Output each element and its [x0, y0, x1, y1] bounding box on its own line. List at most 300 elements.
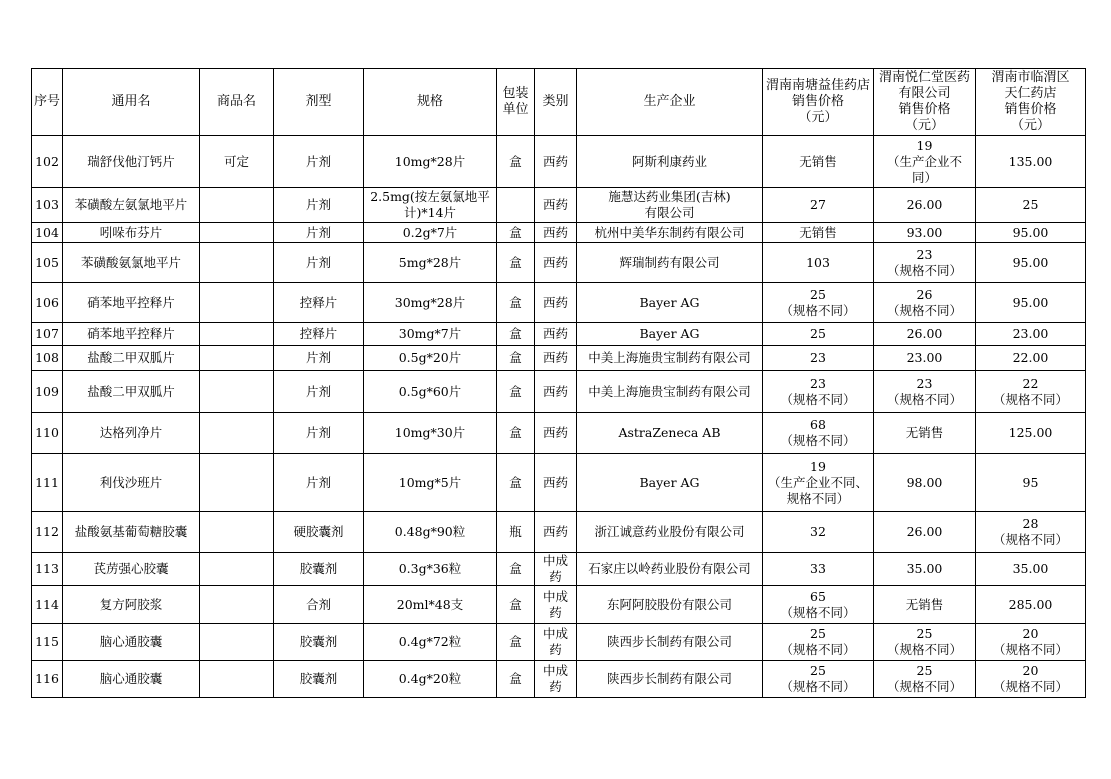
cell-text: 22.00: [1012, 350, 1049, 365]
table-row: [32, 323, 1086, 346]
cell-text: 0.5g*60片: [398, 383, 462, 399]
cell-dosage-form: [274, 512, 364, 553]
cell-text: 25: [810, 326, 826, 341]
cell-spec: [364, 553, 497, 586]
cell-text: 盒: [509, 671, 522, 686]
cell-text: 无销售: [799, 224, 837, 240]
cell-spec: [364, 283, 497, 323]
cell-text: 25: [1022, 197, 1039, 212]
cell-text: 25 （规格不同）: [780, 663, 856, 694]
header-price-store-2: 渭南悦仁堂医药 有限公司 销售价格 （元）: [874, 69, 976, 136]
table-row: [32, 512, 1086, 553]
cell-text: 33: [810, 561, 826, 576]
cell-spec: [364, 223, 497, 243]
cell-brand-name: [200, 553, 274, 586]
cell-dosage-form: [274, 223, 364, 243]
cell-package-unit: [497, 223, 535, 243]
cell-text: 95.00: [1012, 224, 1049, 240]
cell-manufacturer: [577, 512, 763, 553]
cell-category: [535, 243, 577, 283]
cell-text: 20ml*48支: [396, 596, 464, 612]
cell-seq: [32, 371, 63, 413]
cell-price-store-2: [874, 136, 976, 188]
table-row: [32, 346, 1086, 371]
cell-generic-name: [63, 586, 200, 624]
cell-manufacturer: [577, 553, 763, 586]
cell-text: 65 （规格不同）: [780, 588, 856, 620]
cell-text: 95: [1022, 474, 1039, 490]
cell-text: 片剂: [305, 350, 331, 365]
cell-text: 盒: [509, 350, 522, 365]
cell-text: 胶囊剂: [299, 671, 338, 686]
table-row: [32, 371, 1086, 413]
cell-text: 无销售: [799, 153, 837, 169]
cell-price-store-3: [976, 553, 1086, 586]
cell-text: 陕西步长制药有限公司: [606, 671, 732, 686]
cell-text: 盐酸二甲双胍片: [87, 350, 175, 365]
table-row: [32, 223, 1086, 243]
cell-spec: [364, 188, 497, 223]
cell-dosage-form: [274, 413, 364, 454]
cell-text: 瓶: [509, 524, 522, 539]
cell-brand-name: [200, 661, 274, 698]
cell-text: 阿斯利康药业: [631, 153, 707, 169]
cell-seq: [32, 346, 63, 371]
cell-price-store-1: [763, 454, 874, 512]
cell-price-store-1: [763, 283, 874, 323]
cell-package-unit: [497, 323, 535, 346]
cell-text: 西药: [542, 474, 568, 490]
cell-category: [535, 223, 577, 243]
cell-text: 片剂: [305, 197, 331, 212]
cell-text: 26.00: [906, 197, 943, 212]
cell-spec: [364, 323, 497, 346]
header-seq: 序号: [32, 69, 63, 136]
cell-package-unit: [497, 243, 535, 283]
cell-generic-name: [63, 413, 200, 454]
cell-text: 西药: [542, 383, 568, 399]
cell-seq: [32, 243, 63, 283]
cell-dosage-form: [274, 586, 364, 624]
cell-manufacturer: [577, 346, 763, 371]
cell-price-store-1: [763, 323, 874, 346]
cell-seq: [32, 624, 63, 661]
cell-brand-name: [200, 371, 274, 413]
cell-package-unit: [497, 661, 535, 698]
cell-dosage-form: [274, 371, 364, 413]
cell-price-store-2: [874, 413, 976, 454]
cell-text: 脑心通胶囊: [99, 671, 163, 686]
table-row: [32, 454, 1086, 512]
cell-price-store-3: [976, 323, 1086, 346]
cell-text: 盐酸氨基葡萄糖胶囊: [74, 524, 188, 539]
header-row: [32, 69, 1086, 136]
cell-text: 23.00: [1012, 326, 1049, 341]
cell-category: [535, 346, 577, 371]
cell-manufacturer: [577, 223, 763, 243]
cell-text: 西药: [542, 350, 568, 365]
cell-brand-name: [200, 243, 274, 283]
cell-price-store-2: [874, 243, 976, 283]
cell-seq: [32, 512, 63, 553]
cell-text: 辉瑞制药有限公司: [619, 254, 720, 270]
cell-text: 浙江诚意药业股份有限公司: [594, 524, 745, 539]
header-brand-name: 商品名: [200, 69, 274, 136]
cell-package-unit: [497, 346, 535, 371]
cell-text: 无销售: [905, 425, 944, 440]
cell-text: 98.00: [906, 474, 943, 490]
cell-text: 30mg*7片: [398, 326, 462, 341]
cell-text: 23: [810, 350, 826, 365]
cell-generic-name: [63, 188, 200, 223]
cell-text: 盒: [509, 326, 522, 341]
cell-generic-name: [63, 243, 200, 283]
cell-dosage-form: [274, 553, 364, 586]
cell-text: 68 （规格不同）: [780, 417, 856, 448]
cell-price-store-3: [976, 661, 1086, 698]
cell-price-store-1: [763, 188, 874, 223]
cell-text: AstraZeneca AB: [618, 425, 721, 440]
cell-generic-name: [63, 553, 200, 586]
cell-text: 盐酸二甲双胍片: [87, 383, 175, 399]
cell-text: 硝苯地平控释片: [87, 326, 175, 341]
cell-text: 吲哚布芬片: [99, 224, 163, 240]
cell-text: 102: [35, 153, 59, 169]
cell-text: 35.00: [906, 561, 943, 576]
cell-text: 19 （生产企业不同、 规格不同）: [767, 458, 868, 506]
cell-price-store-2: [874, 223, 976, 243]
cell-spec: [364, 624, 497, 661]
table-row: [32, 553, 1086, 586]
cell-generic-name: [63, 512, 200, 553]
cell-text: 西药: [542, 254, 568, 270]
cell-text: 25 （规格不同）: [886, 626, 962, 657]
cell-text: 硝苯地平控释片: [87, 294, 175, 310]
cell-category: [535, 323, 577, 346]
cell-text: 胶囊剂: [299, 561, 338, 576]
cell-text: 片剂: [305, 474, 331, 490]
cell-text: 0.4g*20粒: [398, 671, 462, 686]
cell-text: 20 （规格不同）: [992, 663, 1068, 694]
cell-text: 芪苈强心胶囊: [93, 561, 169, 576]
cell-text: 西药: [542, 326, 568, 341]
cell-package-unit: [497, 188, 535, 223]
cell-generic-name: [63, 223, 200, 243]
cell-text: 硬胶囊剂: [293, 524, 344, 539]
cell-spec: [364, 371, 497, 413]
cell-text: 中美上海施贵宝制药有限公司: [588, 350, 751, 365]
header-package-unit: 包装 单位: [497, 69, 535, 136]
cell-text: 285.00: [1008, 596, 1053, 612]
cell-text: 石家庄以岭药业股份有限公司: [588, 561, 751, 576]
header-price-store-1: 渭南南塘益佳药店 销售价格 （元）: [763, 69, 874, 136]
cell-text: 苯磺酸左氨氯地平片: [74, 197, 188, 212]
cell-manufacturer: [577, 371, 763, 413]
cell-text: 西药: [542, 153, 568, 169]
cell-text: 105: [35, 254, 59, 270]
cell-text: 陕西步长制药有限公司: [606, 634, 732, 649]
cell-text: 30mg*28片: [394, 294, 466, 310]
cell-text: 111: [35, 474, 59, 490]
cell-text: 盒: [509, 383, 522, 399]
cell-text: 23 （规格不同）: [886, 375, 962, 407]
cell-brand-name: [200, 346, 274, 371]
cell-price-store-2: [874, 586, 976, 624]
cell-dosage-form: [274, 454, 364, 512]
cell-price-store-3: [976, 188, 1086, 223]
cell-package-unit: [497, 371, 535, 413]
cell-price-store-3: [976, 512, 1086, 553]
cell-seq: [32, 223, 63, 243]
cell-price-store-1: [763, 371, 874, 413]
cell-price-store-3: [976, 454, 1086, 512]
cell-text: 片剂: [305, 383, 331, 399]
cell-text: 施慧达药业集团(吉林) 有限公司: [608, 189, 731, 220]
cell-manufacturer: [577, 624, 763, 661]
cell-price-store-2: [874, 283, 976, 323]
cell-package-unit: [497, 413, 535, 454]
cell-brand-name: [200, 512, 274, 553]
cell-text: 25 （规格不同）: [886, 663, 962, 694]
cell-text: 西药: [542, 224, 568, 240]
cell-text: 盒: [509, 425, 522, 440]
cell-category: [535, 586, 577, 624]
cell-text: 104: [35, 224, 59, 240]
cell-text: 10mg*5片: [398, 474, 462, 490]
cell-spec: [364, 661, 497, 698]
cell-text: 25 （规格不同）: [780, 286, 856, 318]
cell-spec: [364, 586, 497, 624]
cell-dosage-form: [274, 323, 364, 346]
cell-text: 32: [810, 524, 826, 539]
cell-text: 95.00: [1012, 294, 1049, 310]
cell-package-unit: [497, 136, 535, 188]
cell-category: [535, 624, 577, 661]
cell-generic-name: [63, 136, 200, 188]
cell-text: 114: [35, 596, 59, 612]
cell-brand-name: [200, 223, 274, 243]
cell-manufacturer: [577, 586, 763, 624]
cell-text: 盒: [509, 294, 522, 310]
cell-price-store-2: [874, 346, 976, 371]
cell-text: 5mg*28片: [398, 254, 462, 270]
cell-text: 西药: [542, 524, 568, 539]
cell-text: 0.48g*90粒: [394, 524, 466, 539]
cell-text: 110: [35, 425, 59, 440]
cell-brand-name: [200, 586, 274, 624]
cell-text: 盒: [509, 474, 522, 490]
cell-text: 片剂: [305, 254, 331, 270]
cell-text: 93.00: [906, 224, 943, 240]
cell-text: 23 （规格不同）: [780, 375, 856, 407]
cell-generic-name: [63, 661, 200, 698]
cell-text: 可定: [223, 153, 249, 169]
cell-text: 西药: [542, 197, 568, 212]
header-generic-name: 通用名: [63, 69, 200, 136]
cell-spec: [364, 243, 497, 283]
cell-seq: [32, 136, 63, 188]
cell-price-store-1: [763, 661, 874, 698]
cell-price-store-3: [976, 371, 1086, 413]
cell-price-store-1: [763, 136, 874, 188]
cell-text: 103: [35, 197, 59, 212]
cell-text: 盒: [509, 634, 522, 649]
cell-dosage-form: [274, 243, 364, 283]
cell-text: 107: [35, 326, 59, 341]
cell-category: [535, 136, 577, 188]
header-dosage-form: 剂型: [274, 69, 364, 136]
cell-text: 108: [35, 350, 59, 365]
cell-generic-name: [63, 323, 200, 346]
cell-category: [535, 371, 577, 413]
cell-price-store-2: [874, 323, 976, 346]
header-manufacturer: 生产企业: [577, 69, 763, 136]
cell-text: 西药: [542, 425, 568, 440]
cell-text: 利伐沙班片: [99, 474, 163, 490]
table-row: [32, 136, 1086, 188]
cell-price-store-3: [976, 413, 1086, 454]
cell-category: [535, 512, 577, 553]
header-price-store-3: 渭南市临渭区 天仁药店 销售价格 （元）: [976, 69, 1086, 136]
cell-package-unit: [497, 553, 535, 586]
cell-price-store-3: [976, 283, 1086, 323]
cell-text: 中美上海施贵宝制药有限公司: [588, 383, 751, 399]
cell-text: 0.4g*72粒: [398, 634, 462, 649]
cell-category: [535, 454, 577, 512]
cell-text: 苯磺酸氨氯地平片: [80, 254, 181, 270]
cell-text: 26 （规格不同）: [886, 286, 962, 318]
table-row: [32, 188, 1086, 223]
cell-text: 片剂: [305, 153, 331, 169]
cell-generic-name: [63, 346, 200, 371]
cell-price-store-1: [763, 413, 874, 454]
cell-dosage-form: [274, 283, 364, 323]
cell-text: 10mg*28片: [394, 153, 466, 169]
cell-brand-name: [200, 283, 274, 323]
cell-dosage-form: [274, 136, 364, 188]
table-row: [32, 586, 1086, 624]
cell-text: 28 （规格不同）: [992, 516, 1068, 547]
cell-price-store-1: [763, 624, 874, 661]
table-row: [32, 624, 1086, 661]
cell-seq: [32, 413, 63, 454]
cell-spec: [364, 346, 497, 371]
cell-text: 116: [35, 671, 59, 686]
header-spec: 规格: [364, 69, 497, 136]
cell-text: Bayer AG: [639, 474, 700, 490]
cell-text: 西药: [542, 294, 568, 310]
cell-manufacturer: [577, 323, 763, 346]
cell-text: 瑞舒伐他汀钙片: [87, 153, 175, 169]
cell-category: [535, 413, 577, 454]
cell-text: 片剂: [305, 224, 331, 240]
cell-seq: [32, 661, 63, 698]
cell-text: 19 （生产企业不 同）: [886, 137, 962, 185]
cell-text: 115: [35, 634, 59, 649]
cell-text: 22 （规格不同）: [992, 375, 1068, 407]
cell-price-store-3: [976, 624, 1086, 661]
cell-text: 盒: [509, 596, 522, 612]
cell-text: 135.00: [1008, 153, 1053, 169]
cell-manufacturer: [577, 454, 763, 512]
cell-category: [535, 283, 577, 323]
cell-text: 0.5g*20片: [398, 350, 462, 365]
cell-price-store-1: [763, 223, 874, 243]
cell-text: 胶囊剂: [299, 634, 338, 649]
cell-price-store-3: [976, 243, 1086, 283]
cell-seq: [32, 188, 63, 223]
cell-price-store-3: [976, 586, 1086, 624]
table-body: [32, 136, 1086, 698]
cell-text: 26.00: [906, 326, 943, 341]
cell-price-store-3: [976, 223, 1086, 243]
table-row: [32, 243, 1086, 283]
cell-brand-name: [200, 454, 274, 512]
cell-text: 中成药: [542, 626, 568, 657]
cell-text: 中成药: [542, 663, 568, 694]
cell-text: 109: [35, 383, 59, 399]
cell-price-store-1: [763, 346, 874, 371]
cell-text: 东阿阿胶股份有限公司: [606, 596, 732, 612]
cell-text: Bayer AG: [639, 326, 700, 341]
cell-package-unit: [497, 586, 535, 624]
cell-text: 10mg*30片: [394, 425, 466, 440]
cell-text: 盒: [509, 153, 522, 169]
cell-package-unit: [497, 624, 535, 661]
cell-manufacturer: [577, 136, 763, 188]
cell-generic-name: [63, 454, 200, 512]
cell-manufacturer: [577, 661, 763, 698]
cell-seq: [32, 553, 63, 586]
cell-dosage-form: [274, 188, 364, 223]
cell-brand-name: [200, 624, 274, 661]
cell-text: 26.00: [906, 524, 943, 539]
cell-text: 中成药: [542, 588, 568, 620]
cell-dosage-form: [274, 346, 364, 371]
cell-brand-name: [200, 188, 274, 223]
cell-brand-name: [200, 323, 274, 346]
cell-text: 盒: [509, 224, 522, 240]
cell-price-store-2: [874, 553, 976, 586]
cell-text: 0.2g*7片: [402, 224, 458, 240]
cell-manufacturer: [577, 243, 763, 283]
cell-seq: [32, 454, 63, 512]
cell-price-store-2: [874, 371, 976, 413]
cell-package-unit: [497, 512, 535, 553]
cell-text: 125.00: [1008, 425, 1053, 440]
cell-text: 片剂: [305, 425, 331, 440]
cell-price-store-2: [874, 624, 976, 661]
cell-text: 0.3g*36粒: [398, 561, 462, 576]
cell-spec: [364, 454, 497, 512]
cell-text: 达格列净片: [99, 425, 163, 440]
cell-text: 杭州中美华东制药有限公司: [594, 224, 745, 240]
cell-price-store-2: [874, 454, 976, 512]
cell-spec: [364, 512, 497, 553]
cell-text: 95.00: [1012, 254, 1049, 270]
cell-generic-name: [63, 283, 200, 323]
header-category: 类别: [535, 69, 577, 136]
cell-category: [535, 553, 577, 586]
cell-seq: [32, 283, 63, 323]
cell-category: [535, 661, 577, 698]
cell-seq: [32, 586, 63, 624]
cell-generic-name: [63, 624, 200, 661]
cell-generic-name: [63, 371, 200, 413]
cell-text: 112: [35, 524, 59, 539]
cell-text: 103: [806, 254, 830, 270]
cell-manufacturer: [577, 188, 763, 223]
